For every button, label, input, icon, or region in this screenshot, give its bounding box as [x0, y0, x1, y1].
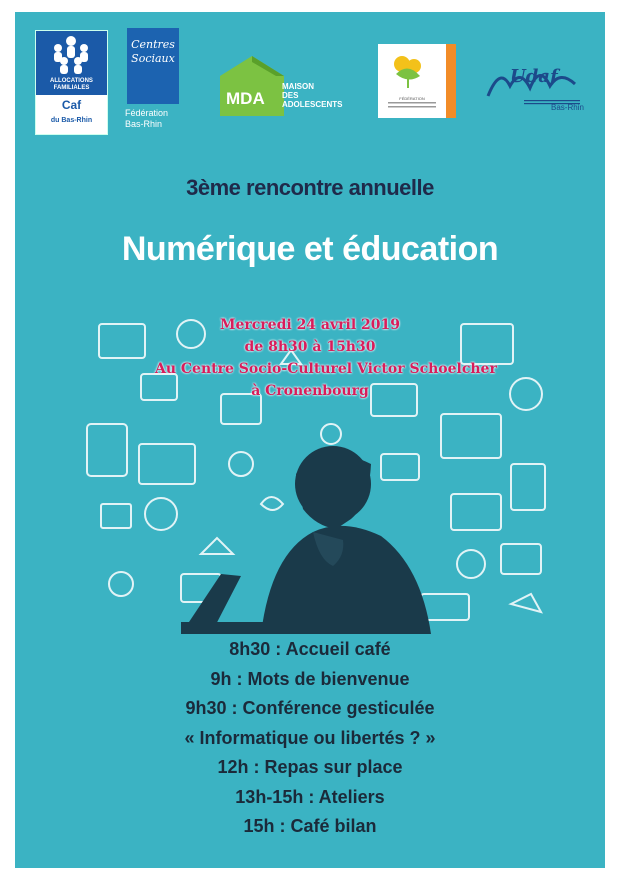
caf-logo	[35, 30, 108, 135]
federation-mark: FÉDÉRATION	[399, 96, 425, 101]
page-title: Numérique et éducation	[121, 230, 499, 268]
programme-item: 8h30 : Accueil café	[229, 639, 391, 659]
mda-caption-line1: MAISON	[282, 82, 314, 91]
programme-item: 9h30 : Conférence gesticulée	[185, 698, 435, 718]
event-city: à Cronenbourg	[251, 383, 369, 399]
mda-mark: MDA	[226, 89, 265, 108]
programme-item: « Informatique ou libertés ? »	[184, 727, 436, 748]
programme-item: 15h : Café bilan	[243, 816, 377, 836]
federation-logo	[378, 44, 456, 118]
caf-logo-line2: Caf	[61, 98, 82, 112]
udaf-caption: Bas-Rhin	[551, 103, 584, 112]
event-place: Au Centre Socio-Culturel Victor Schoelcher	[155, 361, 497, 377]
event-date: Mercredi 24 avril 2019	[220, 317, 400, 333]
event-hours: de 8h30 à 15h30	[244, 339, 376, 355]
programme-item: 13h-15h : Ateliers	[235, 786, 385, 807]
centres-sociaux-logo	[127, 28, 179, 104]
programme-item: 9h : Mots de bienvenue	[210, 668, 410, 689]
centres-sociaux-caption	[125, 108, 191, 130]
centres-sociaux-caption-line2: Bas-Rhin	[125, 119, 163, 129]
caf-logo-line3: du Bas-Rhin	[50, 117, 93, 124]
mda-caption	[282, 82, 362, 109]
centres-sociaux-mark: Centres Sociaux	[131, 38, 175, 65]
programme	[15, 635, 605, 842]
mda-caption-line3: ADOLESCENTS	[282, 100, 343, 109]
mda-caption-line2: DES	[282, 91, 299, 100]
udaf-mark: Udaf	[510, 66, 558, 87]
subtitle: 3ème rencontre annuelle	[186, 175, 434, 200]
poster	[15, 12, 605, 868]
centres-sociaux-caption-line1: Fédération	[125, 108, 169, 118]
caf-logo-line1: ALLOCATIONS FAMILIALES	[50, 78, 93, 91]
event-details	[155, 314, 497, 402]
programme-item: 12h : Repas sur place	[217, 757, 403, 777]
